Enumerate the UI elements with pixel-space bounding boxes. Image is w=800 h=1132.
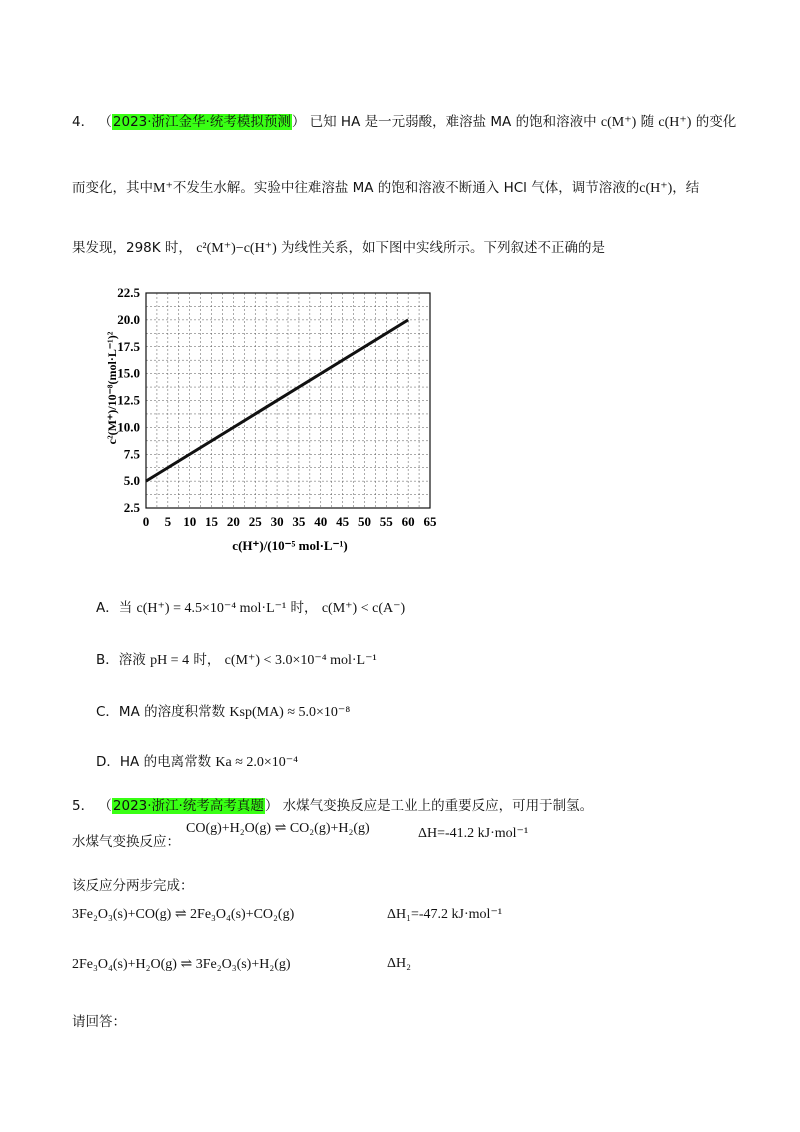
q4-line2-b: 不发生水解。实验中往难溶盐 MA 的饱和溶液不断通入 HCl 气体，调节溶液的: [172, 180, 640, 196]
x-tick-label: 20: [226, 514, 240, 529]
q4-source-tag: 2023·浙江金华·统考模拟预测: [112, 114, 291, 130]
y-tick-label: 10.0: [117, 419, 140, 435]
q4-line2-M: M⁺: [153, 181, 173, 196]
y-tick-label: 12.5: [117, 392, 140, 408]
x-tick-label: 0: [142, 514, 150, 529]
q4-option-a: [96, 596, 405, 617]
y-tick-label: 15.0: [117, 365, 140, 381]
q4-line1-sui: 随: [640, 114, 655, 130]
option-c-label: C．MA 的溶度积常数: [96, 704, 226, 720]
q4-line3-b: 为线性关系，如下图中实线所示。下列叙述不正确的是: [281, 240, 606, 256]
chart-xlabel: c(H⁺)/(10⁻⁵ mol·L⁻¹): [232, 538, 348, 553]
q5-reaction: CO(g)+H₂O(g) ⇌ CO₂(g)+H₂(g): [186, 821, 370, 836]
q5-paren-close: ）: [264, 798, 279, 814]
x-tick-label: 65: [423, 514, 437, 529]
x-tick-label: 60: [401, 514, 415, 529]
q5-number: 5．: [72, 798, 95, 814]
q4-line2: [72, 176, 699, 197]
option-a-math2: c(M⁺) < c(A⁻): [321, 601, 406, 616]
x-tick-label: 50: [357, 514, 371, 529]
q5-two-steps: 该反应分两步完成：: [72, 878, 194, 894]
q5-dH1: ΔH₁=-47.2 kJ·mol⁻¹: [387, 907, 503, 922]
x-tick-label: 30: [270, 514, 284, 529]
x-tick-label: 35: [292, 514, 306, 529]
chart-ylabel: c²(M⁺)/10⁻⁸(mol·L⁻¹)²: [105, 331, 119, 445]
q4-line2-a: 而变化，其中: [72, 180, 153, 196]
q5-line1: [72, 794, 593, 814]
q4-option-b: [96, 648, 377, 669]
q4-line2-cH: c(H⁺): [639, 181, 673, 196]
q5-source-tag: 2023·浙江·统考高考真题: [112, 798, 264, 814]
y-tick-label: 20.0: [117, 311, 140, 327]
option-c-math: Ksp(MA) ≈ 5.0×10⁻⁸: [229, 705, 351, 720]
q4-line3: [72, 236, 605, 257]
q5-intro: 水煤气变换反应是工业上的重要反应，可用于制氢。: [282, 798, 594, 814]
q4-number: 4．: [72, 114, 95, 130]
q5-dH2: ΔH₂: [387, 956, 411, 971]
y-tick-label: 2.5: [123, 500, 140, 515]
q4-option-d: [96, 750, 298, 771]
option-d-math: Ka ≈ 2.0×10⁻⁴: [215, 755, 299, 770]
q4-line3-expr: c²(M⁺)−c(H⁺): [196, 241, 277, 256]
x-tick-label: 15: [205, 514, 219, 529]
q4-paren-close: ）: [291, 114, 306, 130]
q4-line1-cH: c(H⁺): [658, 115, 692, 130]
y-tick-label: 22.5: [117, 285, 140, 300]
y-tick-label: 7.5: [123, 446, 140, 462]
q4-line1-end: 的变化: [695, 114, 737, 130]
series-line: [146, 320, 408, 481]
option-a-label: A．当: [96, 600, 133, 616]
x-tick-label: 55: [379, 514, 393, 529]
option-b-mid: 时，: [193, 652, 221, 668]
x-tick-label: 40: [314, 514, 328, 529]
q5-step2: 2Fe₃O₄(s)+H₂O(g) ⇌ 3Fe₂O₃(s)+H₂(g): [72, 957, 291, 972]
q5-step1: 3Fe₂O₃(s)+CO(g) ⇌ 2Fe₃O₄(s)+CO₂(g): [72, 907, 295, 922]
option-b-label: B．溶液: [96, 652, 146, 668]
option-d-label: D．HA 的电离常数: [96, 754, 212, 770]
chart-series: [146, 320, 408, 481]
q4-paren-open: （: [98, 114, 112, 130]
x-tick-label: 10: [183, 514, 197, 529]
q5-paren-open: （: [98, 798, 112, 814]
q5-answer-prompt: 请回答：: [72, 1014, 126, 1030]
q4-line3-a: 果发现，298K 时，: [72, 240, 192, 256]
q5-dH: ΔH=-41.2 kJ·mol⁻¹: [418, 826, 529, 841]
q4-line2-end: ，结: [672, 180, 700, 196]
x-tick-label: 25: [248, 514, 262, 529]
chart-grid: [146, 293, 430, 508]
q4-line1: [72, 110, 736, 131]
option-a-math: c(H⁺) = 4.5×10⁻⁴ mol·L⁻¹: [136, 601, 287, 616]
q5-reaction-label: 水煤气变换反应：: [72, 834, 180, 850]
q4-line1-cM: c(M⁺): [600, 115, 637, 130]
q4-option-c: [96, 700, 350, 721]
x-tick-label: 45: [336, 514, 350, 529]
y-tick-label: 5.0: [123, 473, 140, 489]
line-chart: [100, 278, 460, 558]
option-b-math2: c(M⁺) < 3.0×10⁻⁴ mol·L⁻¹: [224, 653, 377, 668]
x-tick-label: 5: [164, 514, 172, 529]
q4-line1-text: 已知 HA 是一元弱酸，难溶盐 MA 的饱和溶液中: [309, 114, 597, 130]
y-tick-label: 17.5: [117, 338, 140, 354]
option-a-mid: 时，: [290, 600, 318, 616]
option-b-math: pH = 4: [150, 653, 190, 668]
